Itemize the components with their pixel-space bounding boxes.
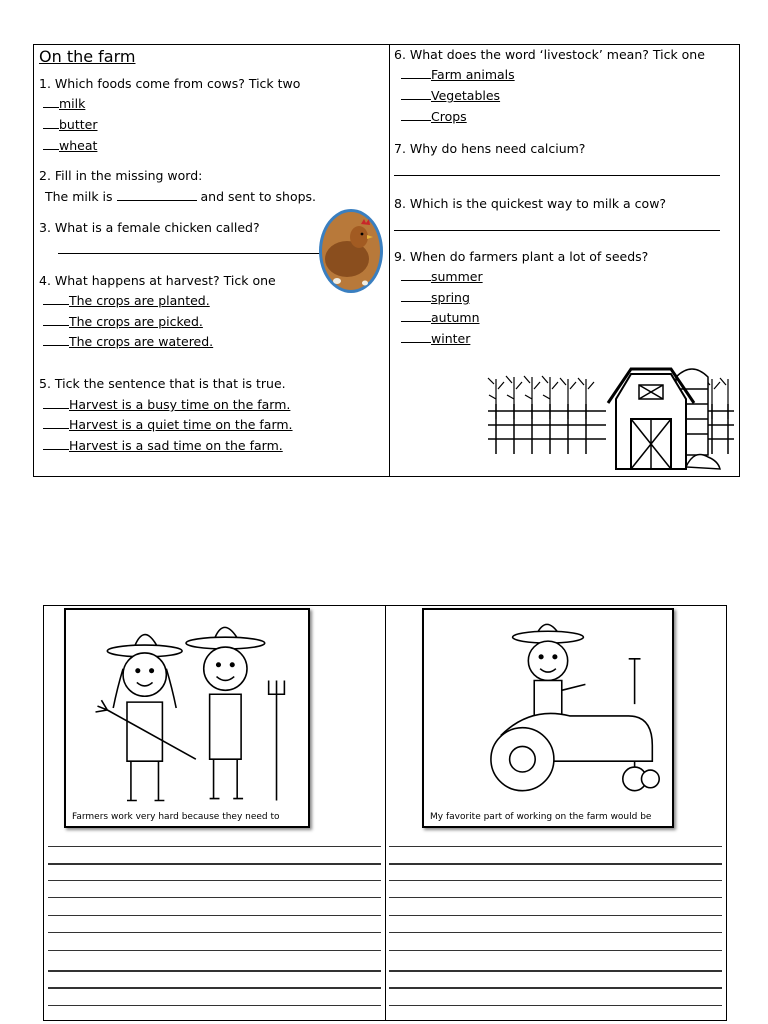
page-title: On the farm <box>39 47 136 66</box>
q1-option-milk[interactable]: milk <box>43 96 85 112</box>
farmer-boy <box>186 627 284 800</box>
question-6: 6. What does the word ‘livestock’ mean? Tick one <box>394 47 705 62</box>
farmer-tractor-drawing <box>424 610 672 810</box>
q4-option-planted[interactable]: The crops are planted. <box>43 293 210 309</box>
writing-line[interactable] <box>389 1005 722 1006</box>
two-farmers-drawing <box>66 610 308 810</box>
writing-line[interactable] <box>48 932 381 933</box>
writing-line[interactable] <box>48 897 381 898</box>
q2-after: and sent to shops. <box>200 189 317 204</box>
writing-line[interactable] <box>389 970 722 972</box>
writing-line[interactable] <box>389 987 722 989</box>
writing-line[interactable] <box>48 987 381 989</box>
tractor-picture <box>422 608 674 828</box>
writing-section <box>43 605 727 1021</box>
q9-option-spring[interactable]: spring <box>401 290 470 306</box>
q8-answer-line[interactable] <box>394 230 720 231</box>
question-1: 1. Which foods come from cows? Tick two <box>39 76 301 91</box>
q4-option-picked[interactable]: The crops are picked. <box>43 314 203 330</box>
q5-option-sad[interactable]: Harvest is a sad time on the farm. <box>43 438 283 454</box>
q6-option-farm-animals[interactable]: Farm animals <box>401 67 515 83</box>
writing-line[interactable] <box>48 950 381 951</box>
writing-line[interactable] <box>48 880 381 881</box>
tractor-caption: My favorite part of working on the farm would be <box>430 812 652 822</box>
q5-option-quiet[interactable]: Harvest is a quiet time on the farm. <box>43 417 293 433</box>
q3-answer-line[interactable] <box>58 253 320 254</box>
chicken-photo <box>317 207 385 295</box>
q6-option-vegetables[interactable]: Vegetables <box>401 88 500 104</box>
writing-divider <box>385 606 386 1020</box>
farmer-girl <box>96 635 196 801</box>
writing-line[interactable] <box>389 846 722 847</box>
question-3: 3. What is a female chicken called? <box>39 220 260 235</box>
writing-line[interactable] <box>48 846 381 847</box>
writing-line[interactable] <box>48 970 381 972</box>
q6-option-crops[interactable]: Crops <box>401 109 467 125</box>
q4-option-watered[interactable]: The crops are watered. <box>43 334 213 350</box>
writing-line[interactable] <box>389 897 722 898</box>
writing-line[interactable] <box>389 880 722 881</box>
corn-stalks-left <box>488 376 594 419</box>
writing-line[interactable] <box>389 915 722 916</box>
column-divider <box>389 45 390 476</box>
q1-option-wheat[interactable]: wheat <box>43 138 97 154</box>
writing-line[interactable] <box>48 915 381 916</box>
farmers-caption: Farmers work very hard because they need to <box>72 812 280 822</box>
question-9: 9. When do farmers plant a lot of seeds? <box>394 249 649 264</box>
question-4: 4. What happens at harvest? Tick one <box>39 273 276 288</box>
q9-option-summer[interactable]: summer <box>401 269 483 285</box>
barn-clipart <box>486 359 736 474</box>
q5-option-busy[interactable]: Harvest is a busy time on the farm. <box>43 397 290 413</box>
writing-line[interactable] <box>389 932 722 933</box>
writing-line[interactable] <box>389 863 722 865</box>
question-8: 8. Which is the quickest way to milk a cow? <box>394 196 667 211</box>
writing-line[interactable] <box>48 1005 381 1006</box>
question-7: 7. Why do hens need calcium? <box>394 141 586 156</box>
writing-line[interactable] <box>48 863 381 865</box>
quiz-box <box>33 44 740 477</box>
q2-answer-blank[interactable] <box>117 200 197 201</box>
q2-before: The milk is <box>45 189 113 204</box>
q1-option-butter[interactable]: butter <box>43 117 98 133</box>
farmers-picture <box>64 608 310 828</box>
q7-answer-line[interactable] <box>394 175 720 176</box>
writing-line[interactable] <box>389 950 722 951</box>
q2-fill-sentence <box>45 189 316 205</box>
question-5: 5. Tick the sentence that is that is true. <box>39 376 286 391</box>
question-2: 2. Fill in the missing word: <box>39 168 203 183</box>
q9-option-autumn[interactable]: autumn <box>401 310 480 326</box>
q9-option-winter[interactable]: winter <box>401 331 470 347</box>
